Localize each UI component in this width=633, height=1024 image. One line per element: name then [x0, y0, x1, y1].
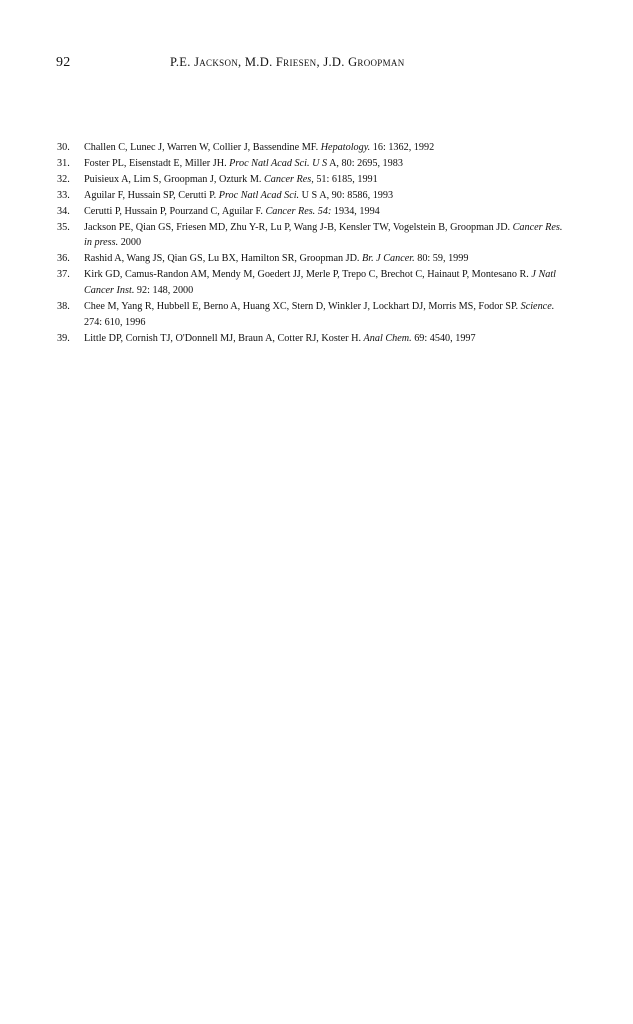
reference-authors: Little DP, Cornish TJ, O'Donnell MJ, Braun A, Cotter RJ, Koster H.: [84, 332, 361, 344]
reference-number: 33.: [57, 189, 70, 201]
reference-number: 31.: [57, 157, 70, 169]
reference-details: 1934, 1994: [333, 205, 380, 217]
reference-text: [84, 172, 572, 188]
reference-details: U S A, 90: 8586, 1993: [301, 189, 394, 201]
reference-item: [57, 140, 572, 156]
page-number: 92: [56, 55, 71, 70]
reference-text: [84, 299, 572, 331]
running-head: P.E. Jackson, M.D. Friesen, J.D. Groopman: [170, 55, 405, 69]
reference-details: 92: 148, 2000: [136, 285, 194, 297]
reference-text: [84, 220, 572, 252]
reference-number: 30.: [57, 142, 70, 153]
reference-details: 2000: [120, 237, 142, 249]
reference-details: 274: 610, 1996: [84, 316, 146, 328]
reference-authors: Foster PL, Eisenstadt E, Miller JH.: [84, 157, 227, 169]
reference-authors: Cerutti P, Hussain P, Pourzand C, Aguilar F.: [84, 205, 263, 217]
reference-number: 35.: [57, 221, 70, 233]
reference-text: [84, 331, 572, 347]
reference-item: [57, 220, 572, 252]
reference-item: [57, 172, 572, 188]
reference-authors: Kirk GD, Camus-Randon AM, Mendy M, Goedert JJ, Merle P, Trepo C, Brechot C, Hainaut P, Montesano R.: [84, 269, 529, 281]
reference-journal: Anal Chem.: [363, 332, 412, 344]
reference-journal: Cancer Res,: [263, 173, 314, 185]
reference-item: [57, 188, 572, 204]
reference-details: 16: 1362, 1992: [372, 142, 435, 153]
reference-authors: Chee M, Yang R, Hubbell E, Berno A, Huang XC, Stern D, Winkler J, Lockhart DJ, Morris MS, Fodor SP.: [84, 301, 519, 313]
reference-authors: Rashid A, Wang JS, Qian GS, Lu BX, Hamilton SR, Groopman JD.: [84, 253, 360, 265]
reference-text: [84, 204, 572, 220]
reference-details: A, 80: 2695, 1983: [329, 157, 403, 169]
reference-journal: J Natl Cancer Inst.: [84, 269, 557, 297]
reference-authors: Aguilar F, Hussain SP, Cerutti P.: [84, 189, 217, 201]
reference-item: [57, 204, 572, 220]
reference-authors: Challen C, Lunec J, Warren W, Collier J, Bassendine MF.: [84, 142, 319, 153]
reference-list: [57, 140, 572, 347]
reference-journal: Proc Natl Acad Sci. U S: [229, 157, 328, 169]
reference-journal: Hepatology.: [320, 142, 371, 153]
reference-authors: Jackson PE, Qian GS, Friesen MD, Zhu Y-R, Lu P, Wang J-B, Kensler TW, Vogelstein B, Groopman JD.: [84, 221, 511, 233]
reference-authors: Puisieux A, Lim S, Groopman J, Ozturk M.: [84, 173, 262, 185]
reference-details: 69: 4540, 1997: [414, 332, 476, 344]
reference-journal: Proc Natl Acad Sci.: [218, 189, 300, 201]
reference-number: 32.: [57, 173, 70, 185]
reference-item: [57, 331, 572, 347]
reference-text: [84, 188, 572, 204]
reference-text: [84, 140, 572, 156]
reference-text: [84, 251, 572, 267]
reference-number: 39.: [57, 332, 70, 344]
reference-details: 51: 6185, 1991: [316, 173, 378, 185]
reference-journal: Cancer Res. in press.: [84, 221, 563, 249]
reference-journal: Cancer Res. 54:: [265, 205, 332, 217]
reference-number: 38.: [57, 301, 70, 313]
reference-item: [57, 156, 572, 172]
reference-number: 36.: [57, 253, 70, 265]
reference-item: [57, 299, 572, 331]
reference-journal: Science.: [520, 301, 555, 313]
reference-item: [57, 267, 572, 299]
reference-details: 80: 59, 1999: [417, 253, 469, 265]
reference-text: [84, 267, 572, 299]
reference-text: [84, 156, 572, 172]
reference-number: 37.: [57, 269, 70, 281]
reference-item: [57, 251, 572, 267]
reference-number: 34.: [57, 205, 70, 217]
reference-journal: Br. J Cancer.: [362, 253, 415, 265]
